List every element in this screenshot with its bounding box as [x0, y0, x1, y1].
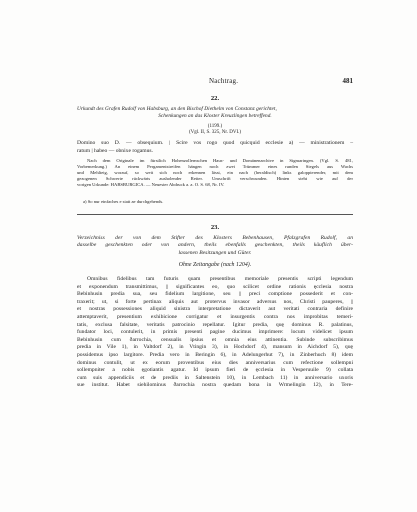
- heading-line: Urkundt des Grafen Rudolf von Habsburg, an den Bischof Diethelm von Constanz gerichtet,: [77, 106, 277, 112]
- text-line: et exponendum transmittimus, || significantes eo, quo scilicet ordine rationis ęcclesia nostra: [77, 283, 353, 290]
- text-line: dominus contulit, ut ex eorum proventibus eius dies anniversarius cum refectione sollempni: [77, 359, 353, 366]
- note-line: vorigen Urkunde: HABSBURGICA. — Neuester Abdruck a. a. O. S. 68, Nr. IV.: [77, 182, 225, 187]
- text-line: attemptaverit, presentium exhibicione corrigatur et insurgentis contra nos improbitas temeri-: [77, 313, 353, 320]
- heading-line: Schenkungen an das Kloster Kreuzlingen betreffend.: [158, 112, 272, 119]
- text-line: sollempniter a nobis ęgotiantis agatur. Id ipsum fieri de ęcclesia in Vesperuuile 9) collata: [77, 367, 353, 374]
- document-22-footnote: a) So nur einfaches e statt ae durchgehends.: [83, 199, 164, 204]
- text-line: tatis, exclusa falsitate, veritatis patrocinio repellatur. Igitur predia, quę dominus R. palatinus,: [77, 321, 353, 328]
- text-line: Omnibus fidelibus tam futuris quam presentibus memoriale presentis scripti legendum: [87, 276, 353, 282]
- text-line: possidemus ipso largitore. Predia vero in Beringin 6), in Adelungerhut 7), in Zinberhuch 8) idem: [77, 351, 353, 358]
- running-title: Nachtrag.: [209, 77, 239, 85]
- document-22-archival-note: [77, 158, 353, 188]
- document-22-reference: (Vgl. II, S. 325, Nr. DVI.): [188, 130, 242, 135]
- document-23-date: Ohne Zeitangabe (nach 1204).: [178, 262, 252, 268]
- note-line: gezogenen Schwerte rückwärts ausholender Reiter. Umschrift verschwunden. Hinten steht wie auf der: [77, 176, 353, 181]
- section-divider: [77, 214, 353, 215]
- note-line: und Mehlteig, worauf, so weit sich noch erkennen lässt, ein nach (heraldisch) links galoppierender, mit dem: [77, 170, 353, 175]
- page-number: 481: [342, 77, 353, 85]
- text-line: Bebinhusin cum ðarrochia, censualis ipsius et omnia eius attinentia. Subinde subscribimus: [77, 336, 353, 343]
- document-23-heading: [77, 235, 353, 257]
- note-line: Nach dem Originale im fürstlich Hohenzollernschen Haus- und Domänenarchive in Sigmaringen. (Vgl. S. 481,: [87, 158, 353, 163]
- document-22-date: (1199.): [207, 124, 223, 129]
- heading-line: Verzeichniss der von dem Stifter des Klosters Bebenhausen, Pfalzgrafen Rudolf, an: [77, 235, 353, 241]
- text-line: traxerit; ut, si forte pertinax aliquis aut protervus invasor adversus nos, Christi pauperes, ||: [77, 298, 353, 305]
- text-line: sue institut. Habet siehilominus ðarrochia nostra quedam bona in Wrmelingin 12), in Tere-: [77, 382, 353, 389]
- text-line: Bebinhusin predia sua, seu fidelium largitione, seu || preci comptione possederit et con-: [77, 291, 353, 298]
- note-line: Vorbemerkung.) An einem Pergamentstreifen hängen noch zwei Trümmer eines runden Siegels aus Wachs: [77, 164, 353, 169]
- document-22-number: 22.: [210, 95, 220, 102]
- text-line: cum suis appendiciis et de prediis in Saltenstein 10), in Lembach 11) in anniversario uxoris: [77, 374, 353, 381]
- text-line: ratum | habeo — obnixe rogamus.: [77, 147, 153, 154]
- text-line: fundator loci, contulerit, in primis presenti pagine ducimus imprimere: locum videlicet ipsum: [77, 329, 353, 336]
- document-page: [77, 0, 353, 512]
- text-line: predia in Vile 1), in Valtdorf 2), in Vtingin 3), in Hochdorf 4), mansum in Aichdorf 5), quę: [77, 344, 353, 351]
- document-22-heading: [77, 106, 353, 119]
- heading-line: dasselbe geschenkten oder von andern, theils ebenfalls geschenkten, theils käuflich über-: [77, 242, 353, 249]
- heading-line: lassenen Besitzungen und Güter.: [178, 249, 252, 256]
- document-23-number: 23.: [210, 224, 220, 231]
- document-23-text: [77, 276, 353, 390]
- text-line: Domino suo D. — obsequium. | Scire vos rogo quod quicquid ecclesie a) — ministrationem ‒: [77, 140, 353, 146]
- running-header: [77, 77, 353, 87]
- text-line: et nostras possessiones aliquid sinistra interpretatione dictaverit aut veritati contraria definire: [77, 306, 353, 313]
- document-22-text: [77, 140, 353, 155]
